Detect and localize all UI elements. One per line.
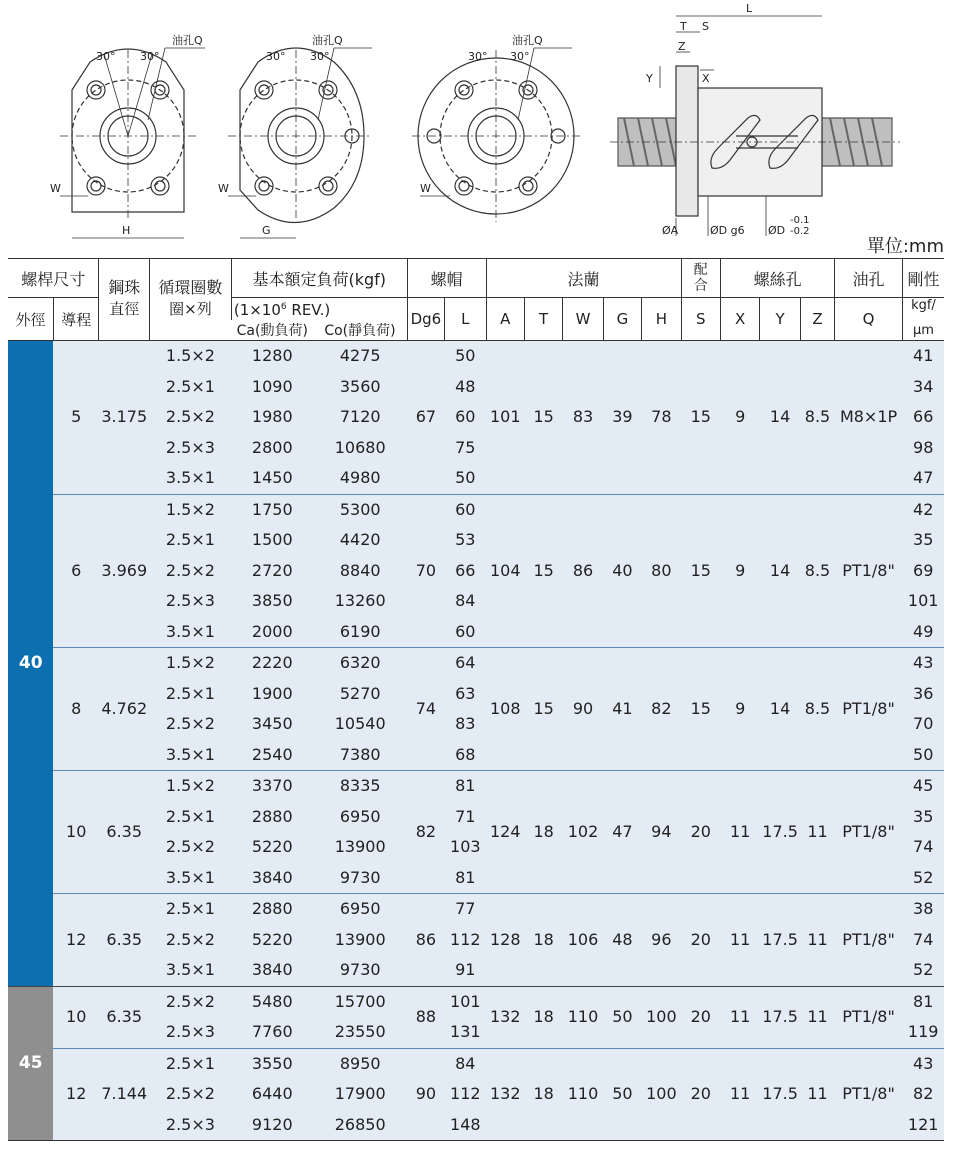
circuit-cell: 3.5×1	[149, 863, 231, 894]
stiffness-cell: 66	[902, 402, 944, 433]
col-bolt: 螺絲孔	[720, 259, 834, 298]
lead-cell: 12	[53, 1048, 98, 1141]
spec-table	[8, 258, 944, 1141]
h-cell: 100	[642, 986, 681, 1048]
svg-text:30°: 30°	[468, 50, 488, 63]
ca-cell: 2720	[231, 556, 313, 587]
stiffness-cell: 35	[902, 802, 944, 833]
stiffness-cell: 74	[902, 925, 944, 956]
l-cell: 66	[445, 556, 486, 587]
stiffness-cell: 36	[902, 679, 944, 710]
l-cell: 131	[445, 1017, 486, 1048]
co-cell: 8840	[313, 556, 407, 587]
table-row	[8, 986, 944, 1017]
s-cell: 20	[681, 1048, 720, 1141]
circuit-cell: 2.5×1	[149, 894, 231, 925]
circuit-cell: 3.5×1	[149, 463, 231, 494]
lead-cell: 12	[53, 894, 98, 987]
l-cell: 60	[445, 402, 486, 433]
svg-text:30°: 30°	[96, 50, 116, 63]
co-cell: 15700	[313, 986, 407, 1017]
h-cell: 100	[642, 1048, 681, 1141]
w-cell: 110	[563, 986, 603, 1048]
ca-cell: 2220	[231, 648, 313, 679]
g-cell: 50	[603, 1048, 641, 1141]
x-cell: 11	[720, 1048, 759, 1141]
w-cell: 86	[563, 494, 603, 648]
dg6-cell: 90	[407, 1048, 444, 1141]
col-z: Z	[800, 298, 834, 341]
svg-text:S: S	[702, 20, 709, 33]
svg-text:W: W	[218, 182, 229, 195]
l-cell: 81	[445, 771, 486, 802]
l-cell: 91	[445, 955, 486, 986]
col-stiff-unit-2: μm	[902, 320, 944, 341]
ball-cell: 6.35	[99, 894, 150, 987]
svg-text:H: H	[122, 224, 131, 237]
ball-cell: 4.762	[99, 648, 150, 771]
svg-text:30°: 30°	[510, 50, 530, 63]
stiffness-cell: 45	[902, 771, 944, 802]
co-cell: 4420	[313, 525, 407, 556]
z-cell: 11	[800, 1048, 834, 1141]
stiffness-cell: 35	[902, 525, 944, 556]
ca-cell: 3450	[231, 709, 313, 740]
col-dg6: Dg6	[407, 298, 444, 341]
svg-text:Y: Y	[646, 72, 653, 85]
stiffness-cell: 69	[902, 556, 944, 587]
a-cell: 132	[486, 1048, 524, 1141]
stiffness-cell: 98	[902, 433, 944, 464]
ball-cell: 6.35	[99, 986, 150, 1048]
table-row	[8, 771, 944, 802]
s-cell: 15	[681, 648, 720, 771]
l-cell: 50	[445, 463, 486, 494]
col-oil: 油孔	[835, 259, 903, 298]
circuit-cell: 2.5×1	[149, 802, 231, 833]
svg-text:-0.2: -0.2	[790, 226, 810, 237]
y-cell: 14	[760, 341, 800, 495]
svg-text:W: W	[420, 182, 431, 195]
s-cell: 15	[681, 341, 720, 495]
stiffness-cell: 81	[902, 986, 944, 1017]
circuit-cell: 1.5×2	[149, 494, 231, 525]
x-cell: 11	[720, 771, 759, 894]
lead-cell: 5	[53, 341, 98, 495]
stiffness-cell: 82	[902, 1079, 944, 1110]
co-cell: 6950	[313, 802, 407, 833]
table-row	[8, 648, 944, 679]
col-nut: 螺帽	[407, 259, 486, 298]
circuit-cell: 2.5×2	[149, 1079, 231, 1110]
circuit-cell: 2.5×2	[149, 986, 231, 1017]
svg-text:ØD: ØD	[768, 224, 786, 237]
ca-cell: 3550	[231, 1048, 313, 1079]
s-cell: 20	[681, 986, 720, 1048]
svg-text:30°: 30°	[140, 50, 160, 63]
l-cell: 60	[445, 617, 486, 648]
table-header	[8, 259, 944, 341]
l-cell: 60	[445, 494, 486, 525]
t-cell: 18	[524, 986, 562, 1048]
t-cell: 18	[524, 771, 562, 894]
svg-text:L: L	[746, 2, 753, 15]
ca-cell: 2000	[231, 617, 313, 648]
ca-cell: 3850	[231, 586, 313, 617]
l-cell: 148	[445, 1110, 486, 1141]
dg6-cell: 67	[407, 341, 444, 495]
col-stiff: 剛性	[902, 259, 944, 298]
g-cell: 47	[603, 771, 641, 894]
l-cell: 53	[445, 525, 486, 556]
circuit-cell: 2.5×3	[149, 586, 231, 617]
co-cell: 5300	[313, 494, 407, 525]
ca-cell: 2880	[231, 802, 313, 833]
stiffness-cell: 119	[902, 1017, 944, 1048]
col-y: Y	[760, 298, 800, 341]
circuit-cell: 2.5×1	[149, 372, 231, 403]
dg6-cell: 82	[407, 771, 444, 894]
h-cell: 94	[642, 771, 681, 894]
col-fit: 配 合	[681, 259, 720, 298]
z-cell: 8.5	[800, 494, 834, 648]
h-cell: 96	[642, 894, 681, 987]
col-circuit-1: 循環圈數	[149, 259, 231, 298]
g-cell: 48	[603, 894, 641, 987]
w-cell: 90	[563, 648, 603, 771]
ca-cell: 1900	[231, 679, 313, 710]
circuit-cell: 2.5×2	[149, 709, 231, 740]
l-cell: 50	[445, 341, 486, 372]
q-cell: PT1/8"	[835, 1048, 903, 1141]
co-cell: 17900	[313, 1079, 407, 1110]
a-cell: 132	[486, 986, 524, 1048]
ca-cell: 2540	[231, 740, 313, 771]
y-cell: 17.5	[760, 894, 800, 987]
circuit-cell: 2.5×2	[149, 402, 231, 433]
y-cell: 14	[760, 494, 800, 648]
ca-cell: 1090	[231, 372, 313, 403]
t-cell: 15	[524, 494, 562, 648]
col-l: L	[445, 298, 486, 341]
ca-cell: 7760	[231, 1017, 313, 1048]
col-stiff-unit-1: kgf/	[902, 298, 944, 321]
co-cell: 23550	[313, 1017, 407, 1048]
co-cell: 6190	[313, 617, 407, 648]
stiffness-cell: 47	[902, 463, 944, 494]
ca-cell: 6440	[231, 1079, 313, 1110]
w-cell: 110	[563, 1048, 603, 1141]
l-cell: 64	[445, 648, 486, 679]
s-cell: 20	[681, 771, 720, 894]
circuit-cell: 2.5×2	[149, 832, 231, 863]
w-cell: 83	[563, 341, 603, 495]
l-cell: 71	[445, 802, 486, 833]
lead-cell: 6	[53, 494, 98, 648]
ca-cell: 1500	[231, 525, 313, 556]
ca-cell: 1980	[231, 402, 313, 433]
flange-drawing-1	[60, 48, 205, 238]
unit-label: 單位:mm	[866, 236, 944, 257]
col-w: W	[563, 298, 603, 341]
svg-text:T: T	[680, 20, 687, 33]
svg-text:X: X	[702, 72, 710, 85]
co-cell: 8335	[313, 771, 407, 802]
lead-cell: 8	[53, 648, 98, 771]
l-cell: 63	[445, 679, 486, 710]
stiffness-cell: 70	[902, 709, 944, 740]
ca-cell: 3370	[231, 771, 313, 802]
co-cell: 4980	[313, 463, 407, 494]
l-cell: 101	[445, 986, 486, 1017]
x-cell: 11	[720, 986, 759, 1048]
co-cell: 13260	[313, 586, 407, 617]
co-cell: 3560	[313, 372, 407, 403]
s-cell: 15	[681, 494, 720, 648]
t-cell: 18	[524, 1048, 562, 1141]
circuit-cell: 2.5×2	[149, 925, 231, 956]
l-cell: 84	[445, 1048, 486, 1079]
z-cell: 11	[800, 771, 834, 894]
stiffness-cell: 43	[902, 1048, 944, 1079]
t-cell: 15	[524, 341, 562, 495]
a-cell: 128	[486, 894, 524, 987]
ca-cell: 5220	[231, 925, 313, 956]
ca-cell: 2880	[231, 894, 313, 925]
x-cell: 9	[720, 341, 759, 495]
a-cell: 108	[486, 648, 524, 771]
side-view-drawing	[610, 16, 900, 236]
a-cell: 124	[486, 771, 524, 894]
h-cell: 82	[642, 648, 681, 771]
y-cell: 14	[760, 648, 800, 771]
g-cell: 39	[603, 341, 641, 495]
circuit-cell: 3.5×1	[149, 740, 231, 771]
ca-cell: 5480	[231, 986, 313, 1017]
stiffness-cell: 101	[902, 586, 944, 617]
co-cell: 6950	[313, 894, 407, 925]
y-cell: 17.5	[760, 986, 800, 1048]
co-cell: 9730	[313, 863, 407, 894]
ball-cell: 6.35	[99, 771, 150, 894]
stiffness-cell: 52	[902, 955, 944, 986]
ball-cell: 3.969	[99, 494, 150, 648]
svg-text:30°: 30°	[266, 50, 286, 63]
y-cell: 17.5	[760, 771, 800, 894]
svg-text:ØD g6: ØD g6	[710, 224, 745, 237]
co-cell: 10540	[313, 709, 407, 740]
col-screw-size: 螺桿尺寸	[8, 259, 99, 298]
stiffness-cell: 50	[902, 740, 944, 771]
lead-cell: 10	[53, 986, 98, 1048]
stiffness-cell: 74	[902, 832, 944, 863]
col-load: 基本額定負荷(kgf)	[231, 259, 407, 298]
z-cell: 8.5	[800, 648, 834, 771]
l-cell: 83	[445, 709, 486, 740]
ball-cell: 3.175	[99, 341, 150, 495]
q-cell: PT1/8"	[835, 771, 903, 894]
t-cell: 15	[524, 648, 562, 771]
q-cell: PT1/8"	[835, 494, 903, 648]
ball-cell: 7.144	[99, 1048, 150, 1141]
stiffness-cell: 34	[902, 372, 944, 403]
col-lead: 導程	[53, 298, 98, 341]
g-cell: 41	[603, 648, 641, 771]
table-row	[8, 494, 944, 525]
circuit-cell: 2.5×1	[149, 679, 231, 710]
od-cell: 45	[8, 986, 53, 1141]
q-cell: PT1/8"	[835, 894, 903, 987]
svg-text:30°: 30°	[310, 50, 330, 63]
z-cell: 11	[800, 986, 834, 1048]
stiffness-cell: 52	[902, 863, 944, 894]
l-cell: 48	[445, 372, 486, 403]
flange-drawing-2	[228, 48, 372, 238]
od-cell: 40	[8, 341, 53, 987]
l-cell: 81	[445, 863, 486, 894]
q-cell: PT1/8"	[835, 648, 903, 771]
circuit-cell: 2.5×1	[149, 525, 231, 556]
ca-cell: 9120	[231, 1110, 313, 1141]
col-ca: Ca(動負荷)	[236, 323, 308, 339]
g-cell: 50	[603, 986, 641, 1048]
a-cell: 101	[486, 341, 524, 495]
ca-cell: 5220	[231, 832, 313, 863]
g-cell: 40	[603, 494, 641, 648]
ca-cell: 1280	[231, 341, 313, 372]
co-cell: 10680	[313, 433, 407, 464]
circuit-cell: 1.5×2	[149, 648, 231, 679]
svg-text:G: G	[262, 224, 271, 237]
col-s: S	[681, 298, 720, 341]
l-cell: 75	[445, 433, 486, 464]
ca-cell: 2800	[231, 433, 313, 464]
circuit-cell: 2.5×3	[149, 1110, 231, 1141]
col-ball-1: 鋼珠	[99, 259, 150, 298]
col-circuit-2: 圈×列	[149, 298, 231, 341]
w-cell: 106	[563, 894, 603, 987]
table-row	[8, 1048, 944, 1079]
dg6-cell: 74	[407, 648, 444, 771]
svg-text:-0.1: -0.1	[790, 215, 810, 226]
col-g: G	[603, 298, 641, 341]
stiffness-cell: 43	[902, 648, 944, 679]
svg-text:ØA: ØA	[662, 224, 679, 237]
col-q: Q	[835, 298, 903, 341]
circuit-cell: 1.5×2	[149, 771, 231, 802]
x-cell: 9	[720, 494, 759, 648]
co-cell: 8950	[313, 1048, 407, 1079]
l-cell: 112	[445, 925, 486, 956]
circuit-cell: 2.5×2	[149, 556, 231, 587]
stiffness-cell: 42	[902, 494, 944, 525]
x-cell: 11	[720, 894, 759, 987]
y-cell: 17.5	[760, 1048, 800, 1141]
z-cell: 8.5	[800, 341, 834, 495]
ca-cell: 1450	[231, 463, 313, 494]
table-row	[8, 341, 944, 372]
h-cell: 80	[642, 494, 681, 648]
l-cell: 77	[445, 894, 486, 925]
svg-text:Z: Z	[678, 40, 686, 53]
l-cell: 68	[445, 740, 486, 771]
col-t: T	[524, 298, 562, 341]
oil-hole-label-1: 油孔Q	[172, 34, 203, 47]
col-h: H	[642, 298, 681, 341]
co-cell: 6320	[313, 648, 407, 679]
lead-cell: 10	[53, 771, 98, 894]
table-body	[8, 341, 944, 1141]
svg-text:油孔Q: 油孔Q	[312, 34, 343, 47]
ca-cell: 1750	[231, 494, 313, 525]
co-cell: 13900	[313, 832, 407, 863]
l-cell: 112	[445, 1079, 486, 1110]
l-cell: 103	[445, 832, 486, 863]
col-x: X	[720, 298, 759, 341]
a-cell: 104	[486, 494, 524, 648]
circuit-cell: 2.5×3	[149, 433, 231, 464]
col-flange: 法蘭	[486, 259, 681, 298]
ca-cell: 3840	[231, 955, 313, 986]
co-cell: 9730	[313, 955, 407, 986]
circuit-cell: 3.5×1	[149, 617, 231, 648]
l-cell: 84	[445, 586, 486, 617]
stiffness-cell: 41	[902, 341, 944, 372]
co-cell: 5270	[313, 679, 407, 710]
q-cell: M8×1P	[835, 341, 903, 495]
q-cell: PT1/8"	[835, 986, 903, 1048]
circuit-cell: 2.5×3	[149, 1017, 231, 1048]
col-co: Co(靜負荷)	[324, 323, 396, 339]
stiffness-cell: 121	[902, 1110, 944, 1141]
h-cell: 78	[642, 341, 681, 495]
technical-drawings	[0, 0, 954, 260]
co-cell: 13900	[313, 925, 407, 956]
col-od: 外徑	[8, 298, 53, 341]
stiffness-cell: 38	[902, 894, 944, 925]
dg6-cell: 88	[407, 986, 444, 1048]
co-cell: 7120	[313, 402, 407, 433]
stiffness-cell: 49	[902, 617, 944, 648]
dg6-cell: 70	[407, 494, 444, 648]
circuit-cell: 2.5×1	[149, 1048, 231, 1079]
col-load-unit: ($1\times 10^6$ REV.)	[231, 298, 407, 321]
circuit-cell: 3.5×1	[149, 955, 231, 986]
co-cell: 26850	[313, 1110, 407, 1141]
ca-cell: 3840	[231, 863, 313, 894]
z-cell: 11	[800, 894, 834, 987]
t-cell: 18	[524, 894, 562, 987]
svg-text:W: W	[50, 182, 61, 195]
x-cell: 9	[720, 648, 759, 771]
col-a: A	[486, 298, 524, 341]
s-cell: 20	[681, 894, 720, 987]
table-row	[8, 894, 944, 925]
co-cell: 7380	[313, 740, 407, 771]
w-cell: 102	[563, 771, 603, 894]
col-ball-2: 直徑	[99, 298, 150, 341]
dg6-cell: 86	[407, 894, 444, 987]
svg-text:油孔Q: 油孔Q	[512, 34, 543, 47]
flange-drawing-3	[412, 48, 580, 222]
circuit-cell: 1.5×2	[149, 341, 231, 372]
co-cell: 4275	[313, 341, 407, 372]
